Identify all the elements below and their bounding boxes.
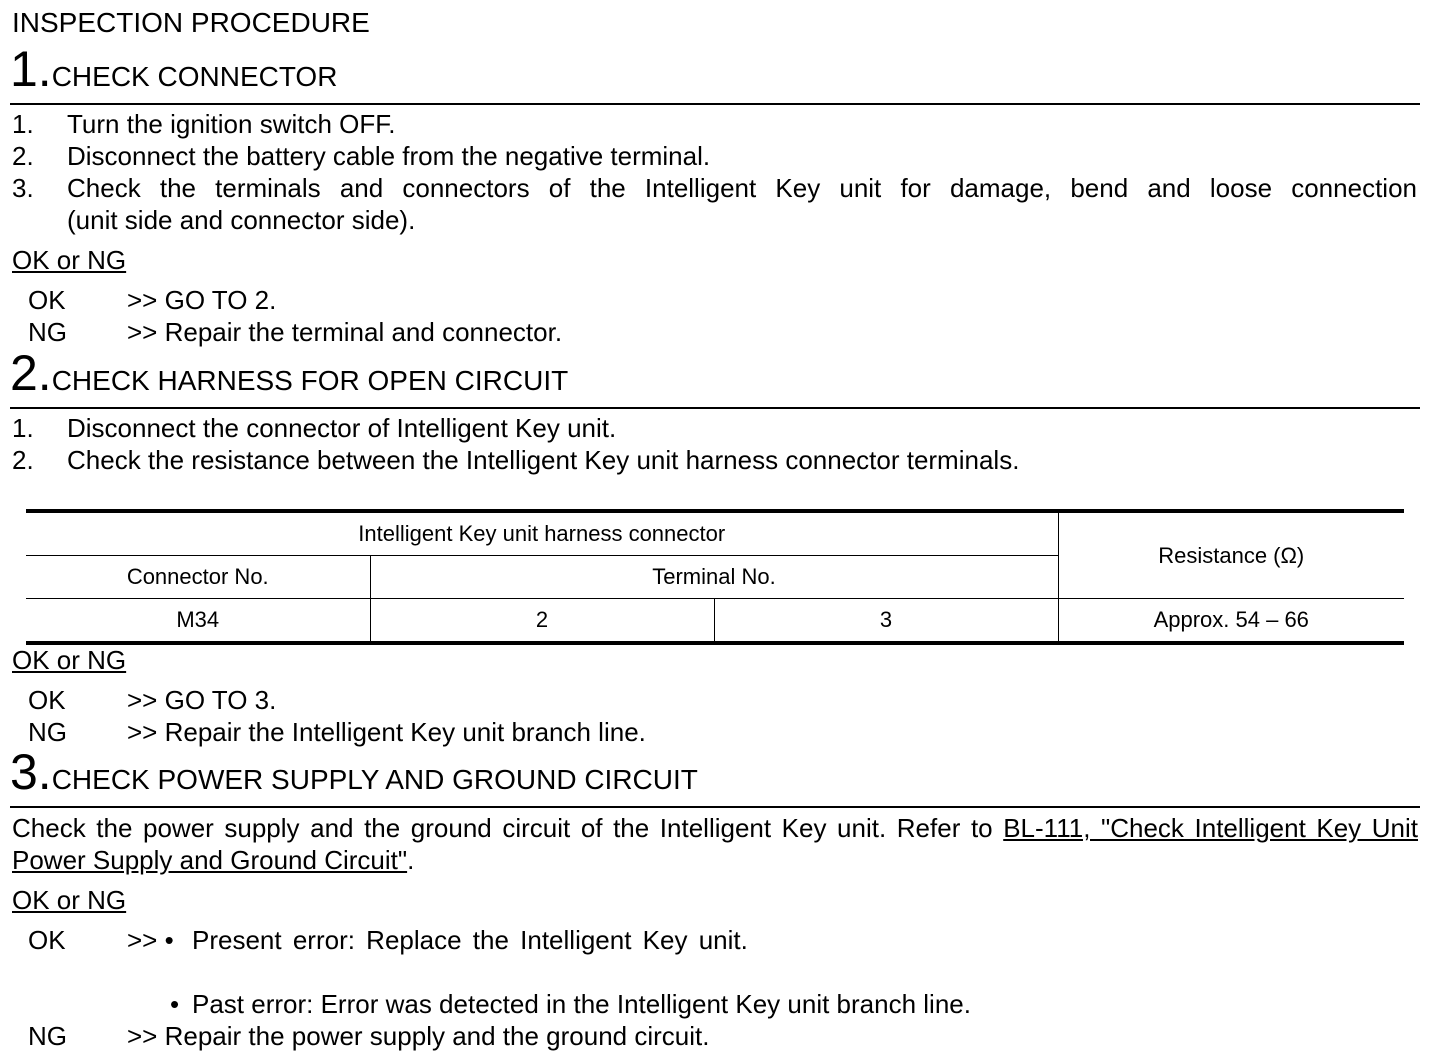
ok-or-ng-label: OK or NG [12,645,127,675]
divider [10,103,1420,105]
connector-header: Connector No. [26,556,370,599]
step-1-heading [10,41,338,98]
result-key: NG [28,717,67,747]
result-prefix: >> • [127,925,174,955]
terminal-cell: 3 [714,599,1058,644]
list-item [12,140,710,172]
result-ok [28,924,174,956]
resistance-table [26,509,1404,645]
step-number: 2. [10,345,52,401]
list-item [12,108,396,140]
item-text: Check the terminals and connectors of the Intelligent Key unit for damage, bend and loose connection [67,173,1417,203]
result-ng [28,716,646,748]
result-key: NG [28,317,67,347]
result-key: OK [28,285,66,315]
result-key: OK [28,685,66,715]
item-number: 2. [12,445,34,475]
divider [10,806,1420,808]
connector-cell: M34 [26,599,370,644]
resistance-header: Resistance (Ω) [1058,511,1404,599]
item-number: 1. [12,413,34,443]
step-3-heading [10,744,698,801]
result-action: >> Repair the Intelligent Key unit branch line. [127,717,646,747]
result-key: NG [28,1021,67,1051]
terminal-header: Terminal No. [370,556,1058,599]
terminal-cell: 2 [370,599,714,644]
divider [10,407,1420,409]
resistance-cell: Approx. 54 – 66 [1058,599,1404,644]
result-key: OK [28,925,66,955]
group-header: Intelligent Key unit harness connector [26,511,1058,556]
result-action: >> Repair the terminal and connector. [127,317,563,347]
ok-or-ng-label: OK or NG [12,885,127,915]
item-text: Disconnect the connector of Intelligent Key unit. [67,413,617,443]
item-text: Turn the ignition switch OFF. [67,109,396,139]
result-action: >> Repair the power supply and the ground circuit. [127,1021,710,1051]
paragraph-text: Check the power supply and the ground circuit of the Intelligent Key unit. Refer to [12,813,1004,843]
item-number: 1. [12,109,34,139]
paragraph-end: . [407,845,415,875]
result-ng [28,1020,709,1052]
step-title: CHECK POWER SUPPLY AND GROUND CIRCUIT [51,764,698,795]
item-text: Disconnect the battery cable from the negative terminal. [67,141,711,171]
item-number: 3. [12,173,34,203]
result-bullet: Past error: Error was detected in the Intelligent Key unit branch line. [192,989,971,1019]
step-number: 3. [10,744,52,800]
result-bullet: Present error: Replace the Intelligent Key unit. [192,925,748,955]
step-title: CHECK CONNECTOR [51,61,338,92]
step-title: CHECK HARNESS FOR OPEN CIRCUIT [51,365,569,396]
instruction-paragraph [12,812,1418,876]
step-number: 1. [10,41,52,97]
table-row [26,599,1404,644]
list-item [12,412,616,444]
result-ok [28,684,276,716]
step-2-heading [10,345,569,402]
item-number: 2. [12,141,34,171]
reference-link[interactable]: BL-111, "Check Intelligent Key Unit Power Supply and Ground Circuit" [12,813,1419,875]
result-action: >> GO TO 3. [127,685,277,715]
item-text-continued: (unit side and connector side). [67,205,416,235]
list-item-number [12,172,67,204]
ok-or-ng-label: OK or NG [12,245,127,275]
result-ok [28,284,276,316]
list-item [12,444,1019,476]
result-ng [28,316,562,348]
item-text: Check the resistance between the Intelligent Key unit harness connector terminals. [67,445,1020,475]
bullet-mark: • [170,989,180,1019]
result-action: >> GO TO 2. [127,285,277,315]
page-title: INSPECTION PROCEDURE [12,7,370,38]
